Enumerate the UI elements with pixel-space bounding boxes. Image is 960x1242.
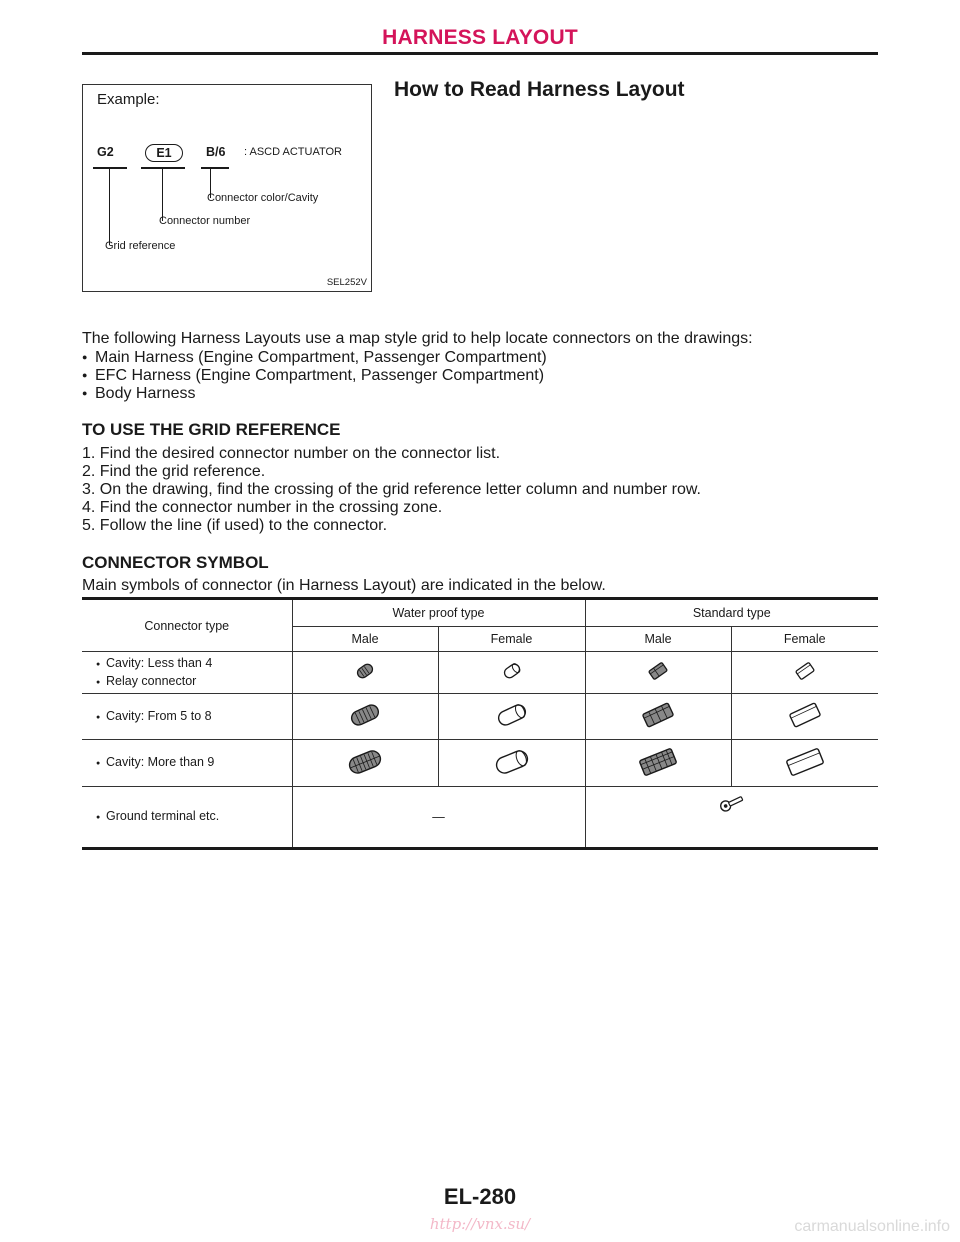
col-connector-type: Connector type bbox=[82, 599, 292, 652]
std-female-medium-connector-icon bbox=[787, 701, 823, 729]
table-cell bbox=[585, 740, 731, 787]
harness-list-item: ● EFC Harness (Engine Compartment, Passenger Compartment) bbox=[82, 366, 544, 385]
table-cell bbox=[731, 652, 878, 694]
row-label-line: ● Cavity: Less than 4 bbox=[96, 655, 292, 673]
table-row bbox=[82, 652, 878, 694]
table-row bbox=[82, 740, 878, 787]
water-proof-dash: — bbox=[292, 787, 585, 849]
grid-step: 1. Find the desired connector number on the connector list. bbox=[82, 445, 501, 462]
wp-female-small-connector-icon bbox=[501, 660, 523, 682]
example-grid-ref: G2 bbox=[97, 145, 114, 159]
table-cell bbox=[585, 694, 731, 740]
example-connector-number: E1 bbox=[145, 144, 183, 162]
table-row bbox=[82, 787, 878, 849]
row-label bbox=[82, 652, 292, 694]
col-std-male: Male bbox=[585, 627, 731, 652]
grid-step: 5. Follow the line (if used) to the connector. bbox=[82, 517, 388, 534]
wp-male-large-connector-icon bbox=[345, 747, 385, 777]
harness-list-item: ● Main Harness (Engine Compartment, Passenger Compartment) bbox=[82, 348, 547, 367]
connector-number-leader bbox=[162, 169, 163, 221]
connector-number-underline bbox=[141, 167, 185, 169]
ground-terminal-icon bbox=[717, 793, 747, 813]
color-cavity-underline bbox=[201, 167, 229, 169]
grid-ref-underline bbox=[93, 167, 127, 169]
std-male-small-connector-icon bbox=[647, 660, 669, 682]
col-water-proof-type: Water proof type bbox=[292, 599, 585, 627]
wp-female-medium-connector-icon bbox=[494, 701, 530, 729]
table-cell bbox=[438, 740, 585, 787]
wp-male-medium-connector-icon bbox=[347, 701, 383, 729]
row-label bbox=[82, 740, 292, 787]
std-male-medium-connector-icon bbox=[640, 701, 676, 729]
row-label-line: ● Cavity: More than 9 bbox=[96, 754, 292, 772]
callout-color-cavity: Connector color/Cavity bbox=[207, 192, 319, 204]
example-diagram bbox=[82, 84, 372, 292]
figure-code: SEL252V bbox=[326, 277, 367, 288]
grid-ref-leader bbox=[109, 169, 110, 245]
table-cell bbox=[585, 787, 878, 849]
std-female-large-connector-icon bbox=[784, 747, 826, 777]
callout-connector-number: Connector number bbox=[159, 215, 251, 227]
table-cell bbox=[292, 652, 438, 694]
page-number: EL-280 bbox=[443, 1184, 517, 1209]
wp-female-large-connector-icon bbox=[492, 747, 532, 777]
harness-list-item: ● Body Harness bbox=[82, 384, 196, 403]
col-wp-female: Female bbox=[438, 627, 585, 652]
footer-link[interactable]: http://vnx.su/ bbox=[429, 1215, 531, 1233]
col-wp-male: Male bbox=[292, 627, 438, 652]
connector-symbol-intro: Main symbols of connector (in Harness Layout) are indicated in the below. bbox=[82, 577, 606, 594]
row-label bbox=[82, 787, 292, 849]
connector-symbol-table bbox=[82, 597, 878, 850]
watermark: carmanualsonline.info bbox=[794, 1218, 950, 1235]
section-title: How to Read Harness Layout bbox=[394, 78, 685, 101]
connector-symbol-heading: CONNECTOR SYMBOL bbox=[82, 553, 269, 572]
example-color-cavity: B/6 bbox=[206, 145, 226, 159]
intro-text: The following Harness Layouts use a map style grid to help locate connectors on the drawings: bbox=[82, 330, 753, 347]
row-label-line: ● Relay connector bbox=[96, 673, 292, 691]
table-cell bbox=[438, 652, 585, 694]
std-male-large-connector-icon bbox=[637, 747, 679, 777]
row-label-line: ● Cavity: From 5 to 8 bbox=[96, 708, 292, 726]
grid-reference-heading: TO USE THE GRID REFERENCE bbox=[82, 420, 341, 439]
wp-male-small-connector-icon bbox=[354, 660, 376, 682]
callout-grid-reference: Grid reference bbox=[105, 240, 176, 252]
table-cell bbox=[731, 740, 878, 787]
table-cell bbox=[731, 694, 878, 740]
row-label bbox=[82, 694, 292, 740]
table-cell bbox=[438, 694, 585, 740]
page-header: HARNESS LAYOUT bbox=[382, 26, 578, 49]
col-std-female: Female bbox=[731, 627, 878, 652]
grid-step: 3. On the drawing, find the crossing of the grid reference letter column and number row. bbox=[82, 481, 701, 498]
col-standard-type: Standard type bbox=[585, 599, 878, 627]
table-cell bbox=[585, 652, 731, 694]
std-female-small-connector-icon bbox=[794, 660, 816, 682]
table-cell bbox=[292, 694, 438, 740]
example-connector-name: : ASCD ACTUATOR bbox=[244, 146, 343, 158]
table-row bbox=[82, 694, 878, 740]
grid-step: 2. Find the grid reference. bbox=[82, 463, 266, 480]
header-rule bbox=[82, 52, 878, 55]
table-cell bbox=[292, 740, 438, 787]
example-label: Example: bbox=[97, 91, 160, 108]
row-label-line: ● Ground terminal etc. bbox=[96, 808, 292, 826]
grid-step: 4. Find the connector number in the crossing zone. bbox=[82, 499, 443, 516]
